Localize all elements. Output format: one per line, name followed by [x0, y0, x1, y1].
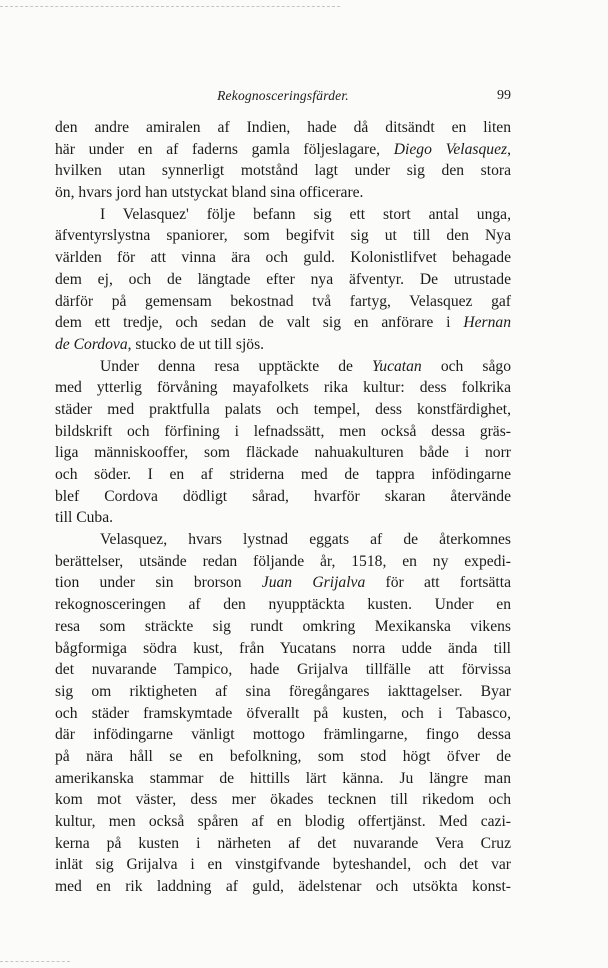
text-segment: med ytterlig förvåning mayafolkets rika kultur: dess folkrika [55, 379, 511, 397]
text-line [55, 681, 511, 703]
text-line [55, 746, 511, 768]
scan-edge-marks-bottom [0, 961, 70, 964]
text-segment: därför på gemensam bekostnad två fartyg, Velasquez gaf [55, 292, 511, 310]
text-line [55, 399, 511, 421]
text-segment: och städer framskymtade öfverallt på kusten, och i Tabasco, [55, 704, 511, 722]
text-segment: tion under sin brorson [55, 574, 262, 592]
italic-text-segment: Juan Grijalva [261, 574, 366, 592]
text-line [55, 117, 511, 139]
text-segment: ön, hvars jord han utstyckat bland sina officerare. [55, 184, 364, 202]
text-line [55, 854, 511, 876]
text-segment: resa som sträckte sig rundt omkring Mexikanska vikens [55, 617, 511, 635]
text-line [55, 486, 511, 508]
text-segment: äfventyrslystna spaniorer, som begifvit sig ut till den Nya [55, 227, 511, 245]
text-line [55, 833, 511, 855]
text-segment: för att fortsätta [365, 574, 511, 592]
italic-text-segment: Hernan [463, 314, 511, 332]
text-line [55, 377, 511, 399]
text-line [55, 442, 511, 464]
text-line [55, 247, 511, 269]
text-line [55, 139, 511, 161]
text-segment: I Velasquez' följe befann sig ett stort antal unga, [100, 205, 511, 223]
text-line [55, 616, 511, 638]
text-line [55, 811, 511, 833]
text-segment: liga människooffer, som fläckade nahuakulturen både i norr [55, 444, 511, 462]
body-text [55, 117, 511, 898]
text-segment: kerna på kusten i närheten af det nuvarande Vera Cruz [55, 834, 511, 852]
text-segment: dem ej, och de längtade efter nya äfventyr. De utrustade [55, 270, 511, 288]
text-segment: , [507, 140, 511, 158]
text-line [55, 312, 511, 334]
text-line [55, 334, 511, 356]
text-segment: och sågo [421, 357, 511, 375]
text-segment: berättelser, utsände redan följande år, 1518, en ny expedi- [55, 552, 511, 570]
italic-text-segment: Diego Velasquez [393, 140, 508, 158]
text-segment: på nära håll se en befolkning, som stod högt öfver de [55, 747, 511, 765]
text-segment: amerikanska stammar de hittills lärt känna. Ju längre man [55, 769, 511, 787]
text-line [55, 529, 511, 551]
text-line [55, 291, 511, 313]
text-segment: städer med praktfulla palats och tempel, dess konstfärdighet, [55, 400, 511, 418]
text-segment: världen för att vinna ära och guld. Kolonistlifvet behagade [55, 249, 511, 267]
text-line [55, 638, 511, 660]
text-segment: här under en af faderns gamla följeslagare, [55, 140, 394, 158]
text-line [55, 594, 511, 616]
text-segment: kom mot väster, dess mer ökades tecknen till rikedom och [55, 791, 511, 809]
text-segment: till Cuba. [55, 509, 114, 527]
text-segment: blef Cordova dödligt sårad, hvarför skaran återvände [55, 487, 511, 505]
text-line [55, 356, 511, 378]
text-line [55, 551, 511, 573]
page-header [55, 88, 511, 108]
text-segment: hvilken utan synnerligt motstånd lagt under sig den stora [55, 162, 511, 180]
italic-text-segment: Yucatan [372, 357, 422, 375]
text-segment: kultur, men också spåren af en blodig offertjänst. Med cazi- [55, 813, 511, 830]
text-segment: rekognosceringen af den nyupptäckta kusten. Under en [55, 596, 511, 614]
text-line [55, 724, 511, 746]
text-line [55, 659, 511, 681]
text-segment: den andre amiralen af Indien, hade då ditsändt en liten [55, 119, 511, 136]
text-line [55, 876, 511, 898]
text-line [55, 703, 511, 725]
text-segment: inlät sig Grijalva i en vinstgifvande byteshandel, och det var [55, 856, 511, 874]
scan-edge-marks-top [0, 6, 340, 9]
page-number: 99 [497, 88, 511, 103]
text-line [55, 182, 511, 204]
text-segment: Under denna resa upptäckte de [100, 357, 373, 375]
text-line [55, 421, 511, 443]
text-segment: det nuvarande Tampico, hade Grijalva tillfälle att förvissa [55, 661, 511, 679]
text-segment: och söder. I en af striderna med de tappra infödingarne [55, 466, 511, 483]
text-line [55, 507, 511, 529]
text-segment: Velasquez, hvars lystnad eggats af de återkomnes [100, 531, 511, 549]
italic-text-segment: de Cordova [55, 335, 128, 353]
text-line [55, 269, 511, 291]
text-segment: sig om riktigheten af sina föregångares iakttagelser. Byar [55, 682, 511, 700]
text-line [55, 768, 511, 790]
text-line [55, 572, 511, 594]
text-line [55, 225, 511, 247]
text-segment: där infödingarne vänligt mottogo främlingarne, fingo dessa [55, 726, 511, 744]
text-line [55, 160, 511, 182]
text-line [55, 789, 511, 811]
running-title: Rekognosceringsfärder. [217, 88, 349, 103]
text-segment: , stucko de ut till sjös. [127, 335, 265, 353]
text-segment: bildskrift och förfining i lefnadssätt, men också dessa gräs- [55, 422, 511, 440]
text-segment: dem ett tredje, och sedan de valt sig en anförare i [55, 314, 464, 332]
text-segment: bågformiga södra kust, från Yucatans norra udde ända till [55, 639, 511, 657]
text-line [55, 204, 511, 226]
text-segment: med en rik laddning af guld, ädelstenar och utsökta konst- [55, 878, 511, 896]
text-line [55, 464, 511, 486]
